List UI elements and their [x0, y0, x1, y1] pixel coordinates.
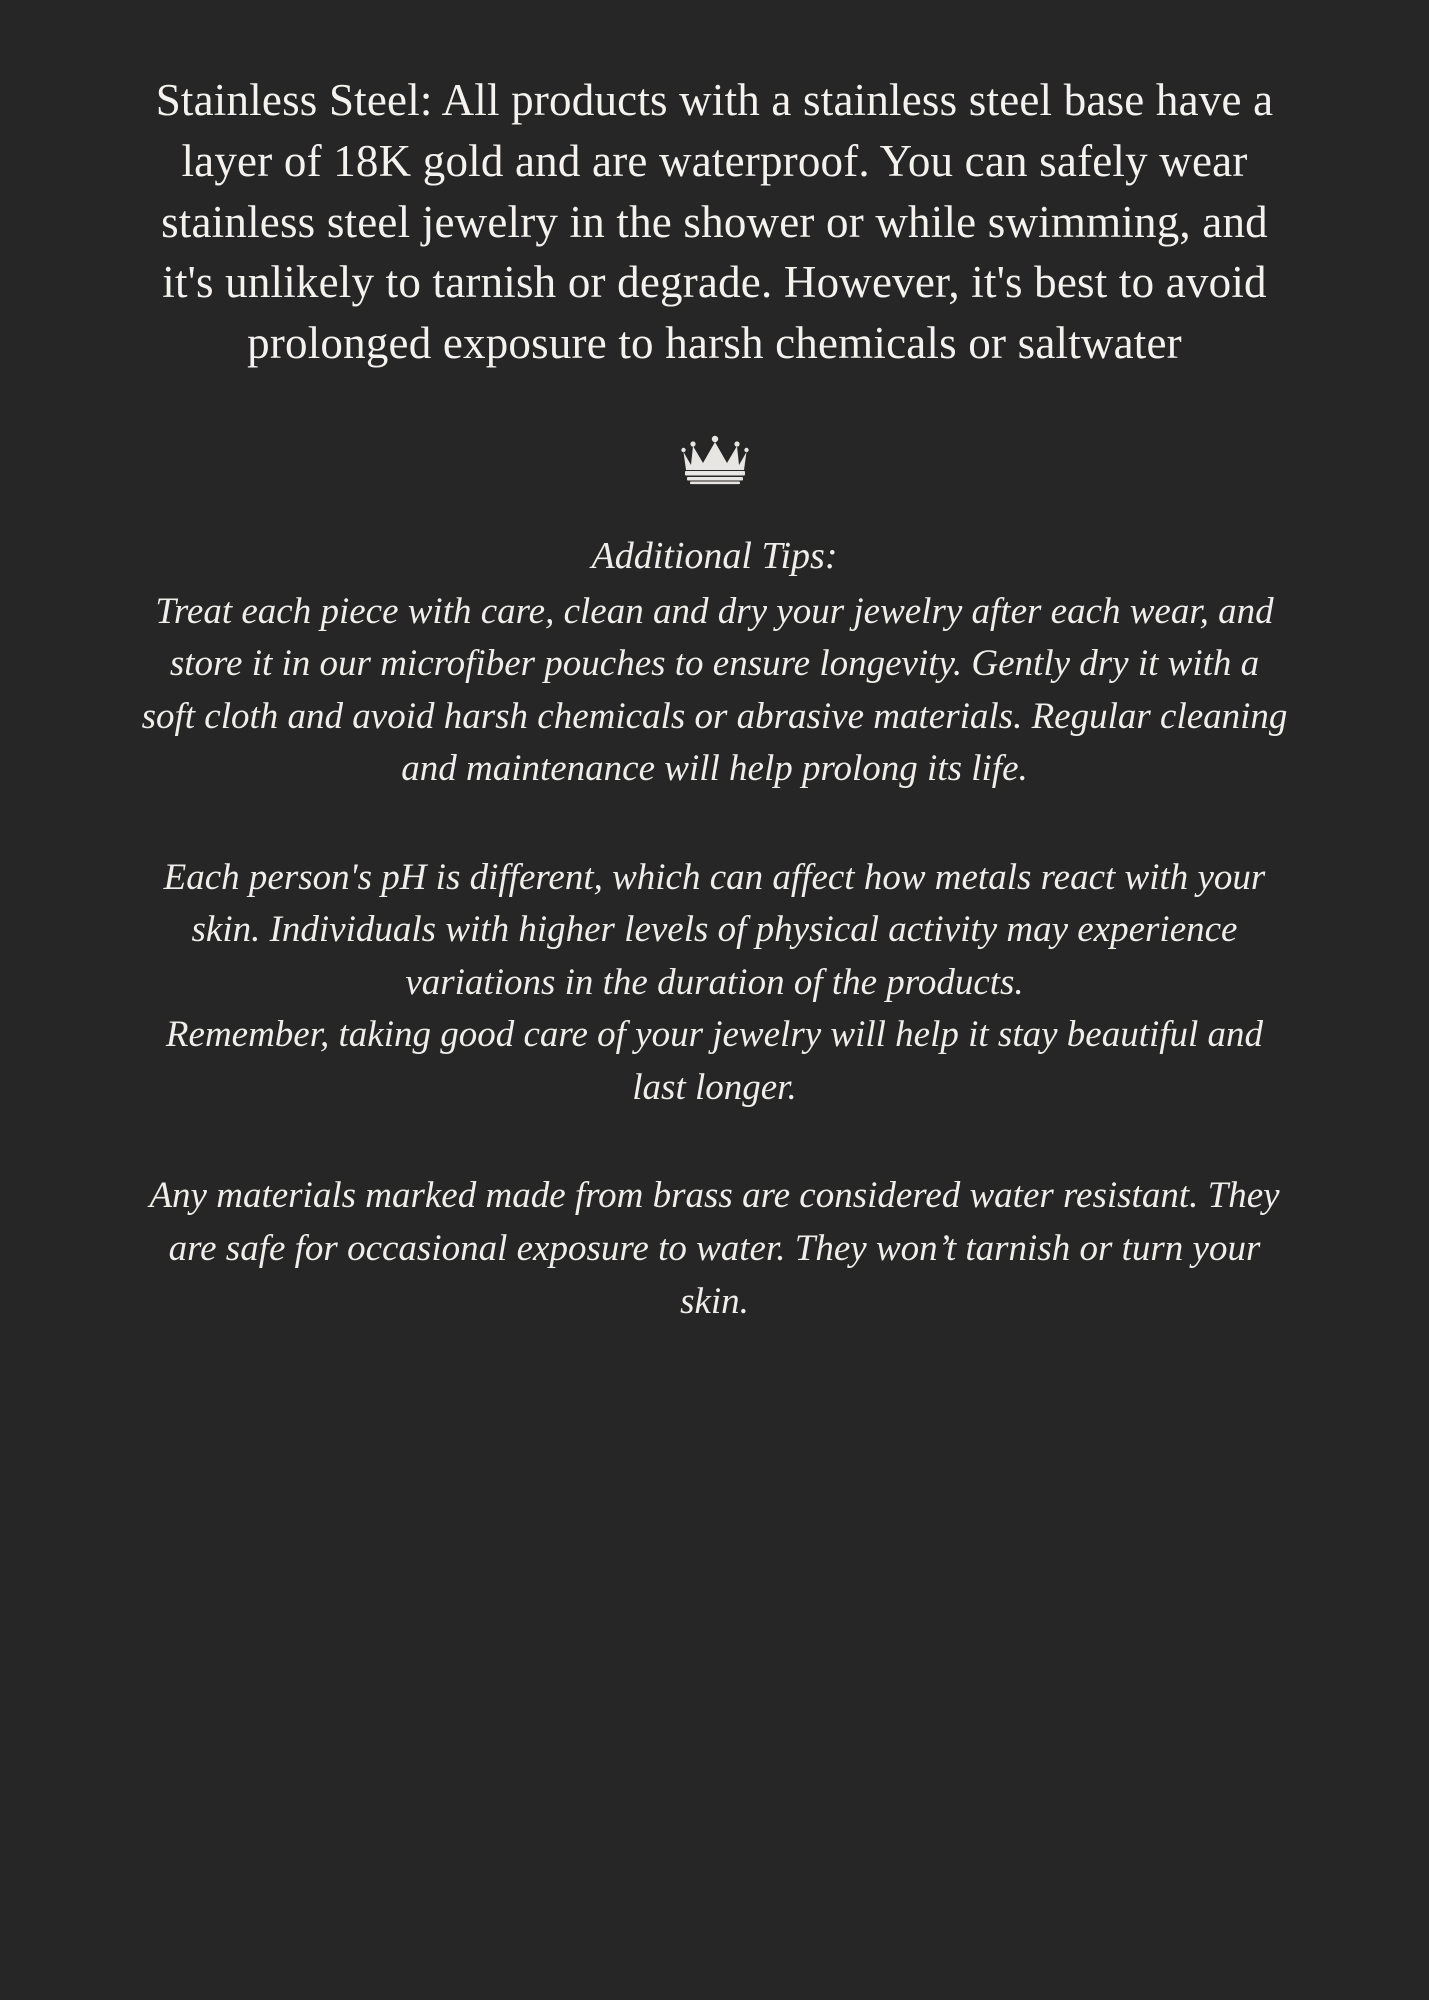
- additional-tips-heading: Additional Tips:: [591, 534, 838, 577]
- tips-paragraph-2: Each person's pH is different, which can affect how metals react with your skin. Individuals with higher levels of physical activity may experience variations in the duration of the products.: [163, 856, 1266, 1003]
- tips-paragraph-3: Remember, taking good care of your jewelry will help it stay beautiful and last longer.: [165, 1014, 1264, 1108]
- tips-paragraph-4: Any materials marked made from brass are considered water resistant. They are safe for occasional exposure to water. They won’t tarnish or turn your skin.: [149, 1175, 1280, 1322]
- tips-paragraph-1: Treat each piece with care, clean and dry your jewelry after each wear, and store it in our microfiber pouches to ensure longevity. Gently dry it with a soft cloth and avoid harsh chemicals or abrasive materials. Regular cleaning and maintenance will help prolong its life.: [141, 590, 1288, 790]
- crown-icon: [679, 432, 751, 486]
- divider: [140, 432, 1289, 486]
- additional-tips-section: [140, 530, 1289, 1328]
- stainless-steel-paragraph: Stainless Steel: All products with a stainless steel base have a layer of 18K gold and are waterproof. You can safely wear stainless steel jewelry in the shower or while swimming, and it's unlikely to tarnish or degrade. However, it's best to avoid prolonged exposure to harsh chemicals or saltwater: [155, 75, 1274, 368]
